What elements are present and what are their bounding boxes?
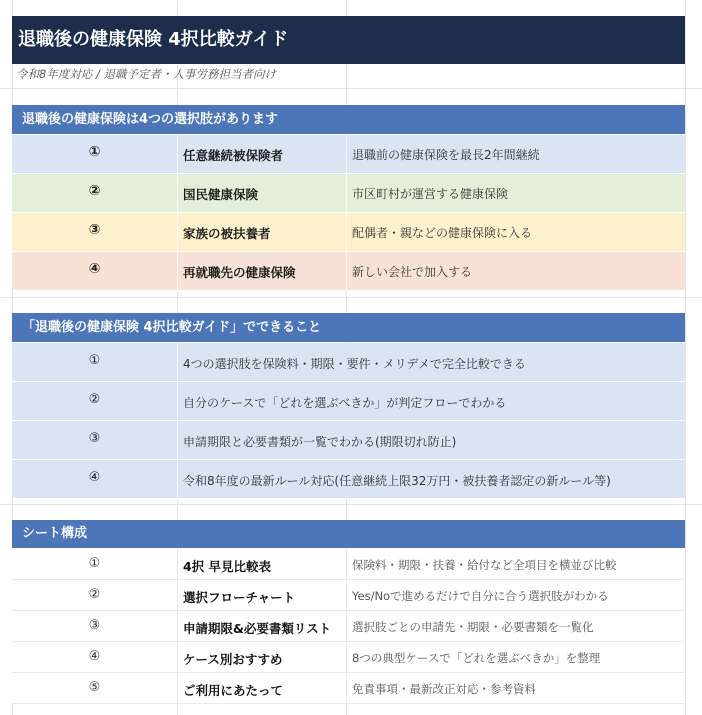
sheet-description: Yes/Noで進めるだけで自分に合う選択肢がわかる (352, 589, 609, 603)
feature-number: ④ (88, 470, 101, 485)
sheet-name: 申請期限&必要書類リスト (183, 621, 332, 636)
sheet-name: 選択フローチャート (183, 590, 296, 605)
option-number: ③ (88, 222, 101, 238)
option-name: 任意継続被保険者 (183, 148, 284, 163)
option-description: 市区町村が運営する健康保険 (352, 187, 509, 201)
option-name: 再就職先の健康保険 (183, 265, 296, 280)
option-row (12, 252, 685, 291)
grid-line (685, 0, 686, 715)
section-header-options: 退職後の健康保険は4つの選択肢があります (12, 105, 685, 134)
sheet-name: ご利用にあたって (183, 683, 284, 698)
feature-row (12, 421, 685, 460)
sheet-number: ④ (88, 649, 101, 664)
sheet-description: 保険料・期限・扶養・給付など全項目を横並び比較 (352, 558, 617, 572)
grid-line (0, 504, 702, 505)
cell-divider (177, 549, 178, 579)
page-subtitle: 令和8年度対応 / 退職予定者・人事労務担当者向け (16, 67, 276, 81)
cell-divider (177, 580, 178, 610)
cell-divider (177, 382, 178, 420)
option-number: ② (88, 183, 101, 199)
feature-row (12, 460, 685, 499)
cell-divider (177, 460, 178, 498)
cell-divider (177, 213, 178, 251)
sheet-row (12, 549, 685, 580)
cell-divider (346, 252, 347, 290)
sheet-number: ① (88, 556, 101, 571)
cell-divider (177, 343, 178, 381)
option-description: 新しい会社で加入する (352, 265, 473, 279)
feature-text: 申請期限と必要書類が一覧でわかる(期限切れ防止) (183, 435, 457, 449)
feature-number: ③ (88, 431, 101, 446)
sheet-number: ③ (88, 618, 101, 633)
feature-number: ② (88, 392, 101, 407)
section-header-features: 「退職後の健康保険 4択比較ガイド」でできること (12, 313, 685, 342)
option-description: 退職前の健康保険を最長2年間継続 (352, 148, 540, 162)
feature-number: ① (88, 353, 101, 368)
sheet-row (12, 580, 685, 611)
feature-text: 自分のケースで「どれを選ぶべきか」が判定フローでわかる (183, 396, 507, 410)
cell-divider (346, 174, 347, 212)
cell-divider (177, 421, 178, 459)
sheet-description: 8つの典型ケースで「どれを選ぶべきか」を整理 (352, 651, 601, 665)
sheet-description: 選択肢ごとの申請先・期限・必要書類を一覧化 (352, 620, 594, 634)
grid-line (0, 88, 702, 89)
sheet-number: ② (88, 587, 101, 602)
option-number: ① (88, 144, 101, 160)
cell-divider (346, 135, 347, 173)
option-row (12, 213, 685, 252)
option-description: 配偶者・親などの健康保険に入る (352, 226, 533, 240)
section-header-sheets: シート構成 (12, 520, 685, 548)
cell-divider (177, 174, 178, 212)
grid-line (0, 297, 702, 298)
cell-divider (346, 611, 347, 641)
sheet-name: ケース別おすすめ (183, 652, 283, 667)
cell-divider (177, 135, 178, 173)
cell-divider (346, 580, 347, 610)
sheet-row (12, 611, 685, 642)
cell-divider (177, 642, 178, 672)
cell-divider (346, 549, 347, 579)
option-row (12, 135, 685, 174)
sheet-name: 4択 早見比較表 (183, 559, 272, 574)
page-title: 退職後の健康保険 4択比較ガイド (12, 16, 685, 64)
sheet-row (12, 673, 685, 704)
feature-text: 4つの選択肢を保険料・期限・要件・メリデメで完全比較できる (183, 357, 526, 371)
option-name: 家族の被扶養者 (183, 226, 271, 241)
cell-divider (177, 611, 178, 641)
sheet-number: ⑤ (88, 680, 101, 695)
feature-row (12, 343, 685, 382)
cell-divider (177, 252, 178, 290)
sheet-row (12, 642, 685, 673)
cell-divider (346, 673, 347, 703)
cell-divider (346, 213, 347, 251)
feature-text: 令和8年度の最新ルール対応(任意継続上限32万円・被扶養者認定の新ルール等) (183, 474, 611, 488)
option-number: ④ (88, 261, 101, 277)
sheet-description: 免責事項・最新改正対応・参考資料 (352, 682, 536, 696)
feature-row (12, 382, 685, 421)
cell-divider (346, 642, 347, 672)
option-row (12, 174, 685, 213)
option-name: 国民健康保険 (183, 187, 259, 202)
cell-divider (177, 673, 178, 703)
